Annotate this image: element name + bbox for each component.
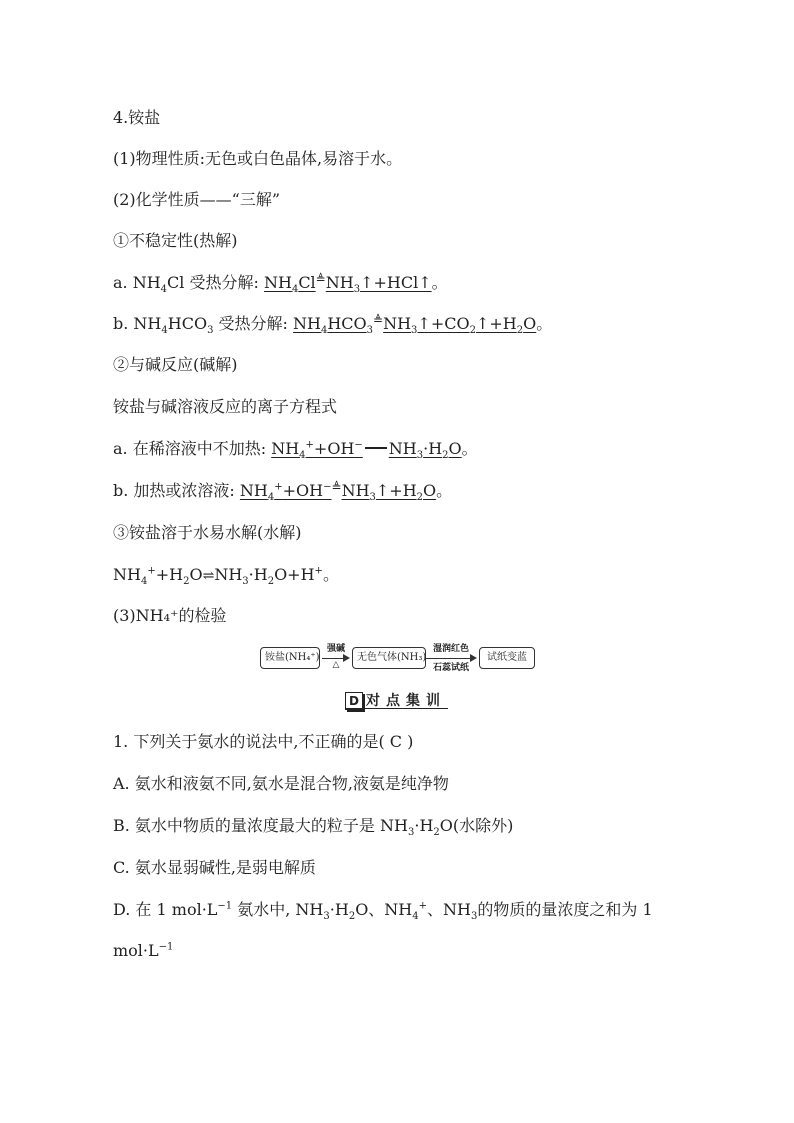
chemical-properties: (2)化学性质——“三解” <box>113 190 281 209</box>
d-badge-icon: D <box>345 692 363 710</box>
item-alkali-reaction: ②与碱反应(碱解) <box>113 355 238 374</box>
question-1: 1. 下列关于氨水的说法中,不正确的是( C ) <box>113 732 414 751</box>
item-hydrolysis: ③铵盐溶于水易水解(水解) <box>113 523 302 542</box>
exercise-header: D 对点集训 <box>345 690 446 710</box>
flow-arrow-2: 湿润红色 石蕊试纸 <box>425 647 477 671</box>
flow-arrow-1: 强碱 △ <box>322 647 350 671</box>
equation-hydrolysis: $NH_4^++H_2O\rightleftharpoons NH_3\cdot H_2O+H^+$。 <box>113 565 339 588</box>
equation-dilute: a. 在稀溶液中不加热: $NH_4^++OH^-$ $NH_3\cdot H_2O$。 <box>113 439 478 462</box>
equation-heated: b. 加热或浓溶液: $NH_4^++OH^{-≜}NH_3↑+H_2O$。 <box>113 480 453 504</box>
equation-nh4cl: a. $NH_4Cl$ 受热分解: $NH_4Cl^≜NH_3↑+HCl↑$。 <box>113 272 448 296</box>
option-a: A. 氨水和液氨不同,氨水是混合物,液氨是纯净物 <box>113 774 449 793</box>
option-d-continued: $mol\cdot L^{-1}$ <box>113 941 174 960</box>
flow-box-ammonium-salt: 铵盐(NH₄⁺) <box>260 647 320 669</box>
option-d: D. 在 1 $mol\cdot L^{-1}$ 氨水中, $NH_3\cdot H_2O$、$NH_4^+$、$NH_3$的物质的量浓度之和为 1 <box>113 900 653 923</box>
header-divider <box>345 708 448 709</box>
flow-box-result: 试纸变蓝 <box>479 647 535 669</box>
option-c: C. 氨水显弱碱性,是弱电解质 <box>113 858 316 877</box>
test-title: (3)NH₄⁺的检验 <box>113 606 227 625</box>
equation-nh4hco3: b. $NH_4HCO_3$ 受热分解: $NH_4HCO_3^≜NH_3↑+CO_2↑+H_2O$。 <box>113 313 553 337</box>
alkali-intro: 铵盐与碱溶液反应的离子方程式 <box>113 397 338 416</box>
section-title: 4.铵盐 <box>113 108 161 127</box>
flow-box-gas: 无色气体(NH₃) <box>352 647 426 669</box>
physical-properties: (1)物理性质:无色或白色晶体,易溶于水。 <box>113 149 403 168</box>
option-b: B. 氨水中物质的量浓度最大的粒子是 $NH_3\cdot H_2O$(水除外) <box>113 816 514 839</box>
item-thermal-decomposition: ①不稳定性(热解) <box>113 231 238 250</box>
